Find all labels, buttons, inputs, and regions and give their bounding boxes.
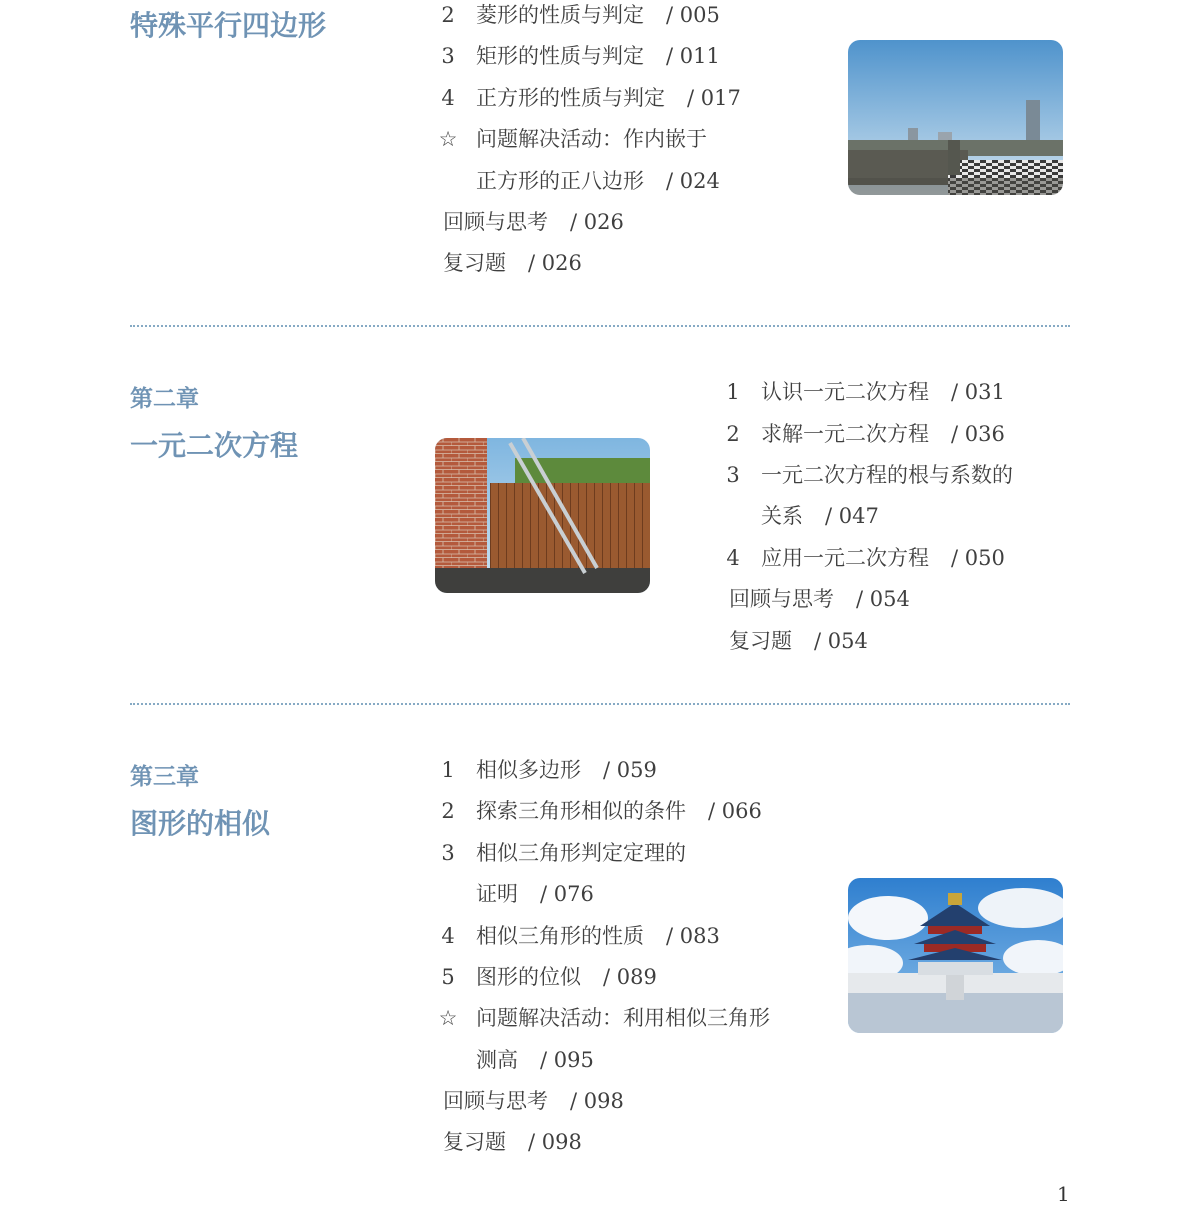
temple-of-heaven-photo (848, 878, 1063, 1033)
star-icon: ☆ (438, 127, 458, 151)
brick-wall-ladder-photo (435, 438, 650, 593)
chapter3-title: 图形的相似 (130, 807, 271, 840)
chapter2-title: 一元二次方程 (130, 429, 299, 462)
section-divider (130, 703, 1070, 705)
section-divider (130, 325, 1070, 327)
star-icon: ☆ (438, 1006, 458, 1030)
chapter3-label: 第三章 (130, 764, 199, 790)
city-rooftop-photo (848, 40, 1063, 195)
page-number: 1 (1057, 1182, 1070, 1206)
section1-title: 特殊平行四边形 (130, 9, 327, 42)
chapter2-label: 第二章 (130, 386, 199, 412)
